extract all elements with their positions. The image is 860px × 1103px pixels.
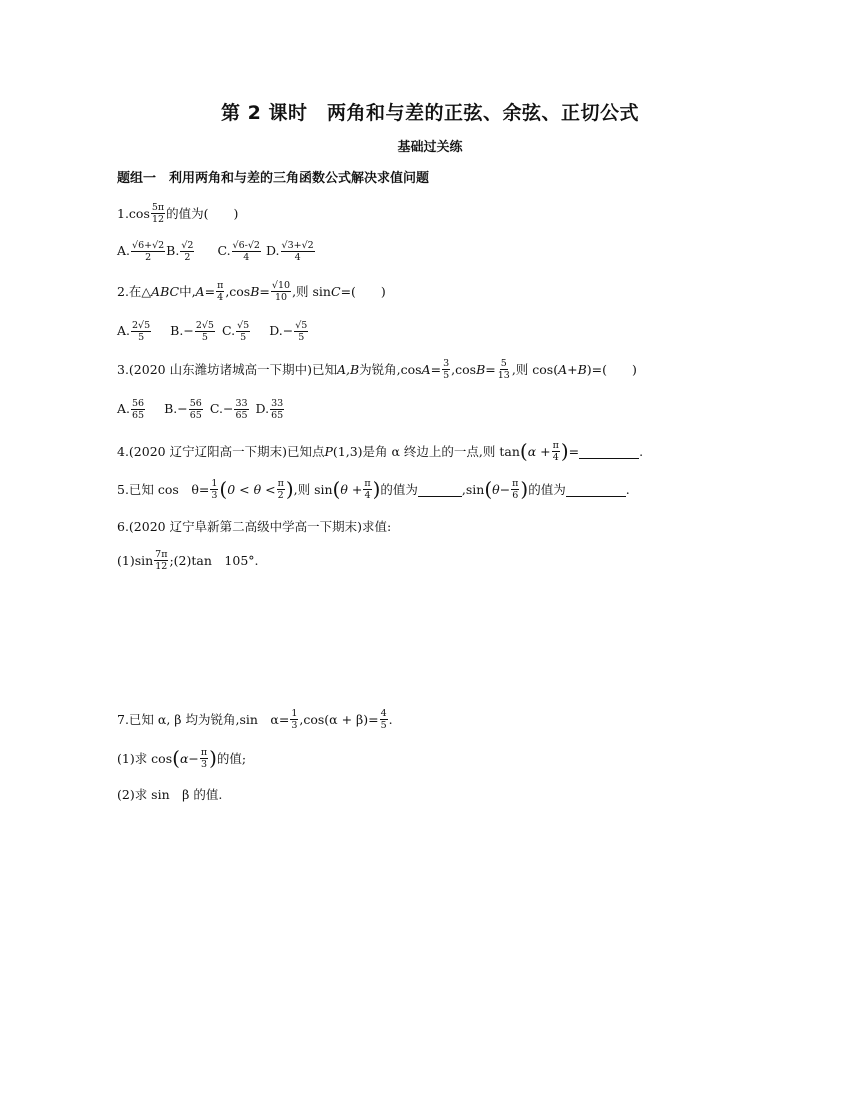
q1-option-b[interactable]: B. $\frac{√2}{2}$ xyxy=(166,239,194,263)
q5-answer-blank-2[interactable] xyxy=(566,482,626,497)
question-4: 4.(2020 辽宁辽阳高一下期末)已知点 P (1,3) 是角 α 终边上的一点,则 tan ( α + $\frac{\pi}{4}$ ) = . xyxy=(117,439,644,463)
q3-option-b[interactable]: B.− $\frac{56}{65}$ xyxy=(164,397,202,421)
q3-options xyxy=(117,394,285,424)
q2-fraction-b: $\frac{√10}{10}$ xyxy=(271,279,291,303)
q5-cond-fraction: $\frac{\pi}{2}$ xyxy=(277,477,284,501)
q5-answer-blank-1[interactable] xyxy=(418,482,462,497)
q2-option-b[interactable]: B.− $\frac{2√5}{5}$ xyxy=(170,319,214,343)
q7-fraction-1: $\frac{1}{3}$ xyxy=(291,707,298,731)
q3-fraction-a: $\frac{3}{5}$ xyxy=(443,357,450,381)
question-5: 5.已知 cos θ= $\frac{1}{3}$ ( 0 < θ < $\frac{\pi}{2}$ ) ,则 sin ( θ + $\frac{\pi}{4}$ ) 的值为 ,sin ( θ− $\frac{\pi}{6}$ ) 的值为 . xyxy=(117,477,630,501)
page-title: 第 2 课时 两角和与差的正弦、余弦、正切公式 xyxy=(221,102,639,124)
q1-options xyxy=(117,236,316,266)
q1-fraction: $\frac{5\pi}{12}$ xyxy=(151,201,165,225)
q5-fraction: $\frac{1}{3}$ xyxy=(211,477,218,501)
q7-sub1-fraction: $\frac{\pi}{3}$ xyxy=(200,746,208,770)
q7-fraction-2: $\frac{4}{5}$ xyxy=(380,707,387,731)
q3-option-d[interactable]: D. $\frac{33}{65}$ xyxy=(255,397,284,421)
question-3: 3.(2020 山东潍坊诸城高一下期中)已知 A,B 为锐角,cos A = $\frac{3}{5}$ ,cos B = $\frac{5}{13}$ ,则 cos( A+B )=( ) xyxy=(117,357,637,381)
q2-option-c[interactable]: C. $\frac{√5}{5}$ xyxy=(221,319,250,343)
q1-suffix: 的值为( ) xyxy=(166,206,239,221)
group-heading: 题组一 利用两角和与差的三角函数公式解决求值问题 xyxy=(117,171,430,186)
q3-option-c[interactable]: C.− $\frac{33}{65}$ xyxy=(209,397,248,421)
question-2: 2.在△ ABC 中, A = $\frac{\pi}{4}$ ,cos B = $\frac{√10}{10}$ ,则 sin C =( ) xyxy=(117,279,386,303)
question-7: 7.已知 α, β 均为锐角,sin α= $\frac{1}{3}$ ,cos(α + β)= $\frac{4}{5}$ . xyxy=(117,707,393,731)
q4-answer-blank[interactable] xyxy=(579,444,639,459)
q2-option-d[interactable]: D.− $\frac{√5}{5}$ xyxy=(269,319,308,343)
q6-fraction: $\frac{7\pi}{12}$ xyxy=(155,548,168,572)
q7-subpart-2: (2)求 sin β 的值. xyxy=(117,787,223,802)
question-1 xyxy=(117,198,238,228)
q1-option-a[interactable]: A. $\frac{√6+√2}{2}$ xyxy=(117,239,165,263)
q1-option-d[interactable]: D. $\frac{√3+√2}{4}$ xyxy=(265,239,314,263)
q1-option-c[interactable]: C. $\frac{√6-√2}{4}$ xyxy=(217,239,260,263)
q2-fraction-a: $\frac{\pi}{4}$ xyxy=(217,279,224,303)
q3-option-a[interactable]: A. $\frac{56}{65}$ xyxy=(117,397,145,421)
q4-fraction: $\frac{\pi}{4}$ xyxy=(552,439,559,463)
question-6: 6.(2020 辽宁阜新第二高级中学高一下期末)求值: xyxy=(117,519,392,534)
q3-fraction-b: $\frac{5}{13}$ xyxy=(497,357,510,381)
q7-subpart-1: (1)求 cos ( α− $\frac{\pi}{3}$ ) 的值; xyxy=(117,746,247,770)
q6-subparts: (1)sin $\frac{7\pi}{12}$ ;(2)tan 105°. xyxy=(117,548,259,572)
q5-fraction-1: $\frac{\pi}{4}$ xyxy=(364,477,371,501)
q2-option-a[interactable]: A. $\frac{2√5}{5}$ xyxy=(117,319,151,343)
q1-prefix: 1.cos xyxy=(117,205,150,221)
q2-options xyxy=(117,316,309,346)
q5-fraction-2: $\frac{\pi}{6}$ xyxy=(512,477,519,501)
section-subtitle: 基础过关练 xyxy=(397,140,463,155)
